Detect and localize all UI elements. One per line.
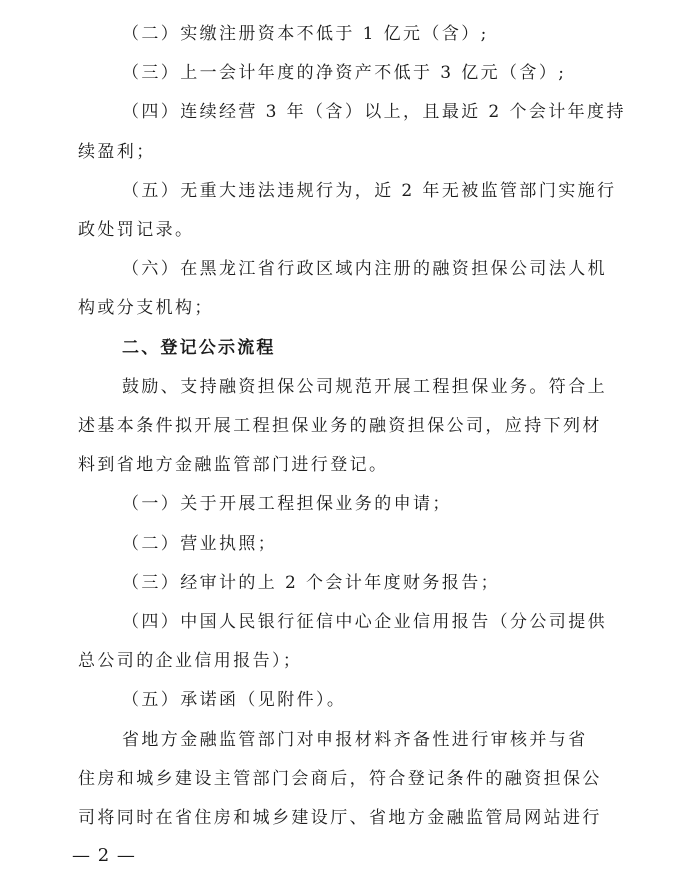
paragraph-1-line-2: 述基本条件拟开展工程担保业务的融资担保公司，应持下列材 [78, 416, 602, 436]
material-4-line-2: 总公司的企业信用报告）； [78, 651, 303, 672]
material-4-line-1: （四）中国人民银行征信中心企业信用报告（分公司提供 [122, 612, 607, 632]
condition-6-line-2: 构或分支机构； [78, 298, 214, 319]
material-2: （二）营业执照； [122, 533, 278, 554]
paragraph-2-line-3: 司将同时在省住房和城乡建设厅、省地方金融监管局网站进行 [78, 808, 602, 828]
condition-5-line-2: 政处罚记录。 [78, 220, 195, 240]
paragraph-2-line-1: 省地方金融监管部门对申报材料齐备性进行审核并与省 [122, 729, 588, 750]
material-3: （三）经审计的上 2 个会计年度财务报告； [122, 572, 501, 593]
condition-4-line-2: 续盈利； [78, 141, 156, 162]
material-5: （五）承诺函（见附件）。 [122, 690, 347, 711]
condition-3: （三）上一会计年度的净资产不低于 3 亿元（含）; [122, 63, 567, 84]
condition-5-line-1: （五）无重大违法违规行为，近 2 年无被监管部门实施行 [122, 180, 617, 201]
page-number: — 2 — [72, 845, 136, 866]
condition-2: （二）实缴注册资本不低于 1 亿元（含）; [122, 24, 489, 44]
material-1: （一）关于开展工程担保业务的申请； [122, 494, 452, 515]
paragraph-1-line-3: 料到省地方金融监管部门进行登记。 [78, 455, 389, 476]
condition-6-line-1: （六）在黑龙江省行政区域内注册的融资担保公司法人机 [122, 259, 607, 280]
paragraph-1-line-1: 鼓励、支持融资担保公司规范开展工程担保业务。符合上 [122, 376, 607, 397]
section-heading: 二、登记公示流程 [122, 337, 276, 358]
condition-4-line-1: （四）连续经营 3 年（含）以上，且最近 2 个会计年度持 [122, 102, 626, 123]
paragraph-2-line-2: 住房和城乡建设主管部门会商后，符合登记条件的融资担保公 [78, 768, 602, 789]
